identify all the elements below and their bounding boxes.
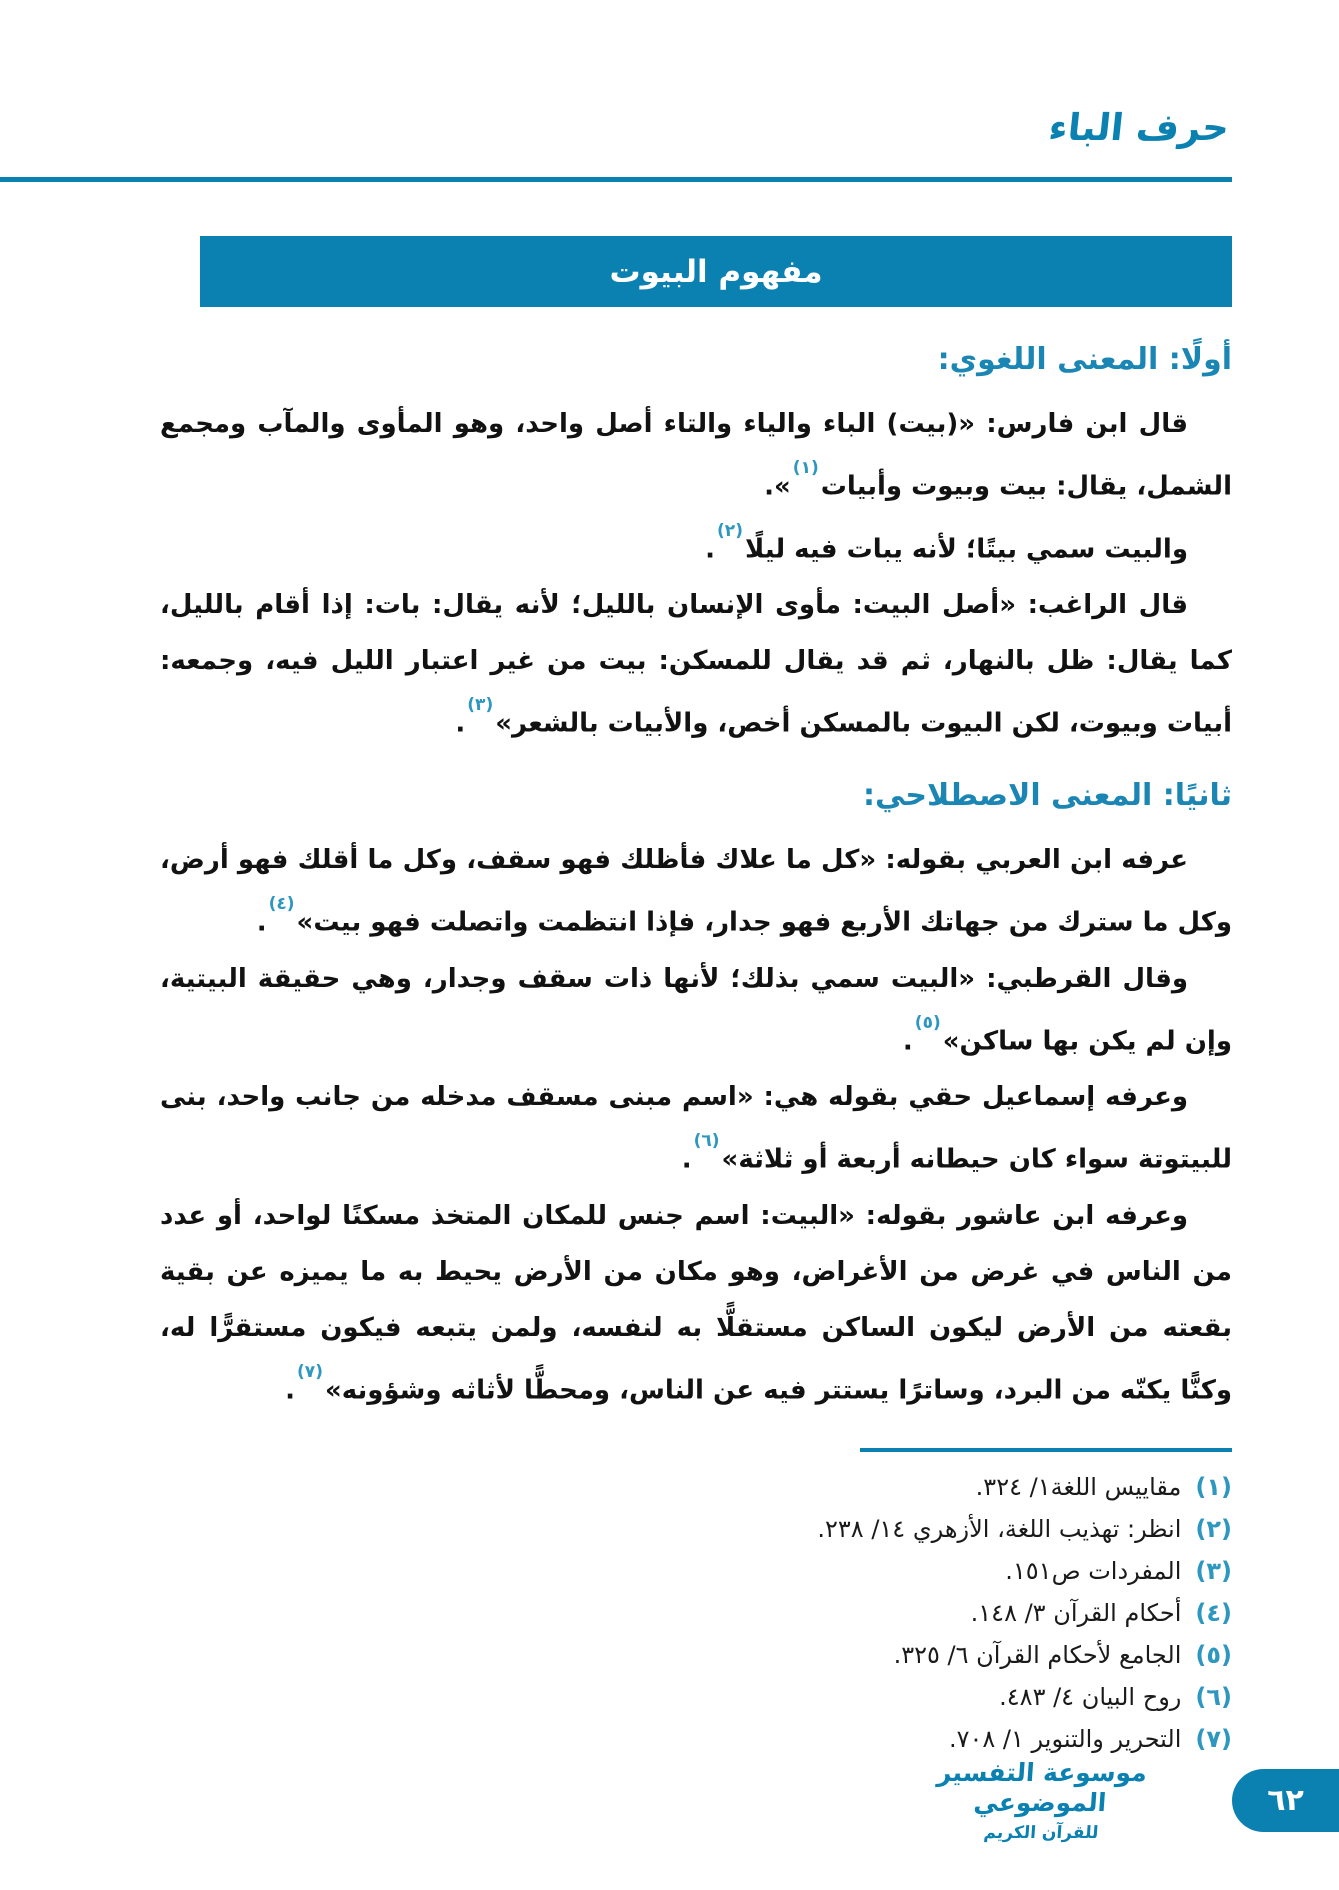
footnotes-section (160, 1448, 1232, 1760)
paragraph-ibn-arabi: عرفه ابن العربي بقوله: «كل ما علاك فأظلك فهو سقف، وكل ما أقلك فهو أرض، وكل ما سترك من جهاتك الأربع فهو جدار، فإذا انتظمت واتصلت فهو بيت»$^{(٤)}$. (160, 844, 1232, 938)
footnote-1-number: (١) (1195, 1473, 1232, 1501)
footnote-separator-rule (860, 1448, 1232, 1452)
footnote-marker: (٥) (914, 1012, 941, 1033)
footnote-7 (160, 1718, 1232, 1760)
footnote-6-text: روح البيان ٤/ ٤٨٣. (999, 1683, 1182, 1711)
chapter-header: حرف الباء (1046, 106, 1232, 149)
publisher-logo-title: موسوعة التفسير الموضوعي (936, 1758, 1148, 1817)
header-divider-rule (0, 177, 1232, 182)
section-banner-title: مفهوم البيوت (609, 253, 823, 290)
footnote-marker: (٤) (268, 893, 295, 914)
page-number: ٦٢ (1267, 1783, 1304, 1818)
footnote-1 (160, 1466, 1232, 1508)
footnote-5-number: (٥) (1195, 1641, 1232, 1669)
footnote-marker: (٦) (693, 1131, 720, 1152)
paragraph-raghib: قال الراغب: «أصل البيت: مأوى الإنسان بالليل؛ لأنه يقال: بات: إذا أقام بالليل، كما يقال: ظل بالنهار، ثم قد يقال للمسكن: بيت من غير اعتبار الليل فيه، وجمعه: أبيات وبيوت، لكن البيوت بالمسكن أخص، والأبيات بالشعر»$^{(٣)}$. (160, 590, 1232, 739)
footnote-4-text: أحكام القرآن ٣/ ١٤٨. (970, 1599, 1182, 1627)
page-number-pill (1232, 1769, 1339, 1832)
footnote-2-number: (٢) (1195, 1515, 1232, 1543)
footnote-marker: (٧) (297, 1361, 323, 1382)
footnote-5-text: الجامع لأحكام القرآن ٦/ ٣٢٥. (893, 1641, 1182, 1669)
publisher-logo-subtitle: للقرآن الكريم (982, 1823, 1100, 1843)
paragraph-ibn-faris: قال ابن فارس: «(بيت) الباء والياء والتاء أصل واحد، وهو المأوى والمآب ومجمع الشمل، يقال: بيت وبيوت وأبيات$^{(١)}$». (160, 409, 1232, 502)
footnote-4-number: (٤) (1195, 1599, 1232, 1627)
heading-terminological-meaning: ثانيًا: المعنى الاصطلاحي: (863, 777, 1232, 813)
footnote-marker: (٢) (717, 520, 743, 541)
footnote-2-text: انظر: تهذيب اللغة، الأزهري ١٤/ ٢٣٨. (817, 1515, 1182, 1543)
publisher-logo (925, 1758, 1157, 1844)
footnote-7-number: (٧) (1195, 1725, 1232, 1753)
footnote-5 (160, 1634, 1232, 1676)
footnote-3-number: (٣) (1195, 1557, 1232, 1585)
footnote-1-text: مقاييس اللغة١/ ٣٢٤. (975, 1473, 1182, 1501)
paragraph-qurtubi: وقال القرطبي: «البيت سمي بذلك؛ لأنها ذات سقف وجدار، وهي حقيقة البيتية، وإن لم يكن بها ساكن»$^{(٥)}$. (160, 963, 1232, 1057)
section-banner (200, 236, 1232, 307)
footnote-6 (160, 1676, 1232, 1718)
footnote-3-text: المفردات ص١٥١. (1005, 1557, 1182, 1585)
footnote-4 (160, 1592, 1232, 1634)
footnote-marker: (٣) (467, 695, 494, 716)
paragraph-ismail-haqqi: وعرفه إسماعيل حقي بقوله هي: «اسم مبنى مسقف مدخله من جانب واحد، بنى للبيتوتة سواء كان حيطانه أربعة أو ثلاثة»$^{(٦)}$. (160, 1082, 1232, 1175)
footnote-6-number: (٦) (1195, 1683, 1232, 1711)
footnote-7-text: التحرير والتنوير ١/ ٧٠٨. (948, 1725, 1182, 1753)
footnote-3 (160, 1550, 1232, 1592)
footnote-marker: (١) (792, 458, 819, 478)
footnote-2 (160, 1508, 1232, 1550)
paragraph-ibn-ashur: وعرفه ابن عاشور بقوله: «البيت: اسم جنس للمكان المتخذ مسكنًا لواحد، أو عدد من الناس في غرض من الأغراض، وهو مكان من الأرض يحيط به ما يميزه عن بقية بقعته من الأرض ليكون الساكن مستقلًّا به لنفسه، ولمن يتبعه فيكون مستقرًّا له، وكنًّا يكنّه من البرد، وساترًا يستتر فيه عن الناس، ومحطًّا لأثاثه وشؤونه»$^{(٧)}$. (160, 1200, 1232, 1406)
paragraph-bayt-naming: والبيت سمي بيتًا؛ لأنه يبات فيه ليلًا$^{(٢)}$. (705, 520, 1188, 565)
page-body (160, 332, 1232, 1444)
heading-linguistic-meaning: أولًا: المعنى اللغوي: (937, 342, 1232, 377)
